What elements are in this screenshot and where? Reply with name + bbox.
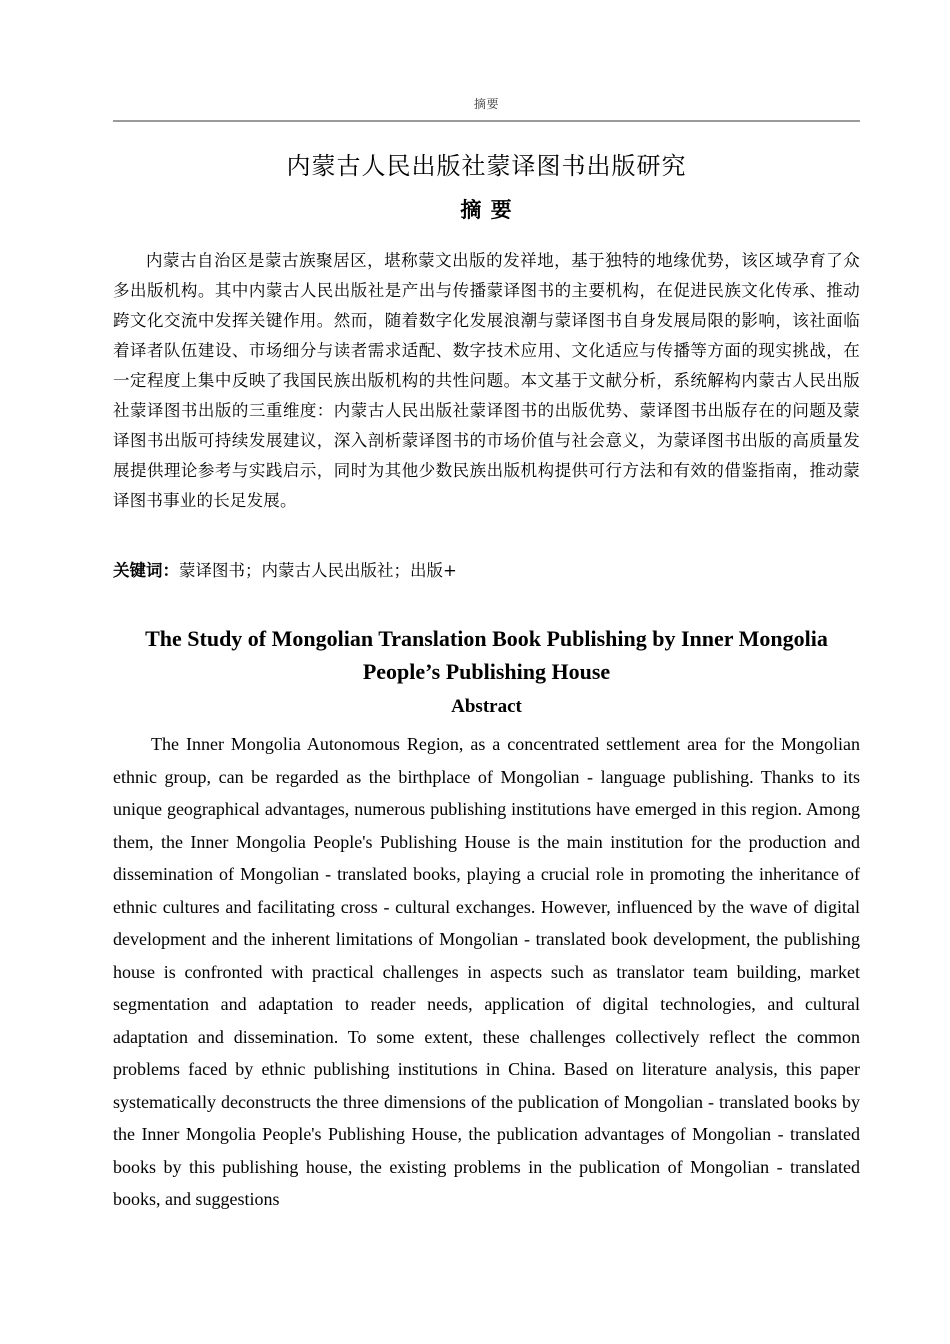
- chinese-abstract-paragraph: 内蒙古自治区是蒙古族聚居区，堪称蒙文出版的发祥地，基于独特的地缘优势，该区域孕育了众多出版机构。其中内蒙古人民出版社是产出与传播蒙译图书的主要机构，在促进民族文化传承、推动跨文化交流中发挥关键作用。然而，随着数字化发展浪潮与蒙译图书自身发展局限的影响，该社面临着译者队伍建设、市场细分与读者需求适配、数字技术应用、文化适应与传播等方面的现实挑战，在一定程度上集中反映了我国民族出版机构的共性问题。本文基于文献分析，系统解构内蒙古人民出版社蒙译图书出版的三重维度：内蒙古人民出版社蒙译图书的出版优势、蒙译图书出版存在的问题及蒙译图书出版可持续发展建议，深入剖析蒙译图书的市场价值与社会意义，为蒙译图书出版的高质量发展提供理论参考与实践启示，同时为其他少数民族出版机构提供可行方法和有效的借鉴指南，推动蒙译图书事业的长足发展。: [113, 251, 860, 510]
- chinese-title: 内蒙古人民出版社蒙译图书出版研究: [286, 152, 687, 180]
- chinese-keywords-label: 关键词：: [113, 561, 179, 580]
- english-title: The Study of Mongolian Translation Book Publishing by Inner Mongolia People’s Publishing House: [145, 626, 828, 684]
- header-rule-divider: [113, 120, 860, 122]
- english-abstract-heading: Abstract: [451, 696, 522, 717]
- chinese-keywords-value: 蒙译图书；内蒙古人民出版社；出版+: [179, 561, 457, 580]
- running-header: 摘要: [473, 97, 499, 111]
- chinese-keywords-line: [113, 556, 860, 586]
- page-content: [113, 140, 860, 1216]
- english-abstract-paragraph: The Inner Mongolia Autonomous Region, as a concentrated settlement area for the Mongolian ethnic group, can be regarded as the birthplace of Mongolian - language publishing. Thanks to its unique geographical advantages, numerous publishing institutions have emerged in this region. Among them, the Inner Mongolia People's Publishing House is the main institution for the production and dissemination of Mongolian - translated books, playing a crucial role in promoting the inheritance of ethnic cultures and facilitating cross - cultural exchanges. However, influenced by the wave of digital development and the inherent limitations of Mongolian - translated book development, the publishing house is confronted with practical challenges in aspects such as translator team building, market segmentation and adaptation to reader needs, application of digital technologies, and cultural adaptation and dissemination. To some extent, these challenges collectively reflect the common problems faced by ethnic publishing institutions in China. Based on literature analysis, this paper systematically deconstructs the three dimensions of the publication of Mongolian - translated books by the Inner Mongolia People's Publishing House, the publication advantages of Mongolian - translated books by this publishing house, the existing problems in the publication of Mongolian - translated books, and suggestions: [113, 734, 860, 1209]
- chinese-abstract-heading: 摘 要: [460, 198, 513, 222]
